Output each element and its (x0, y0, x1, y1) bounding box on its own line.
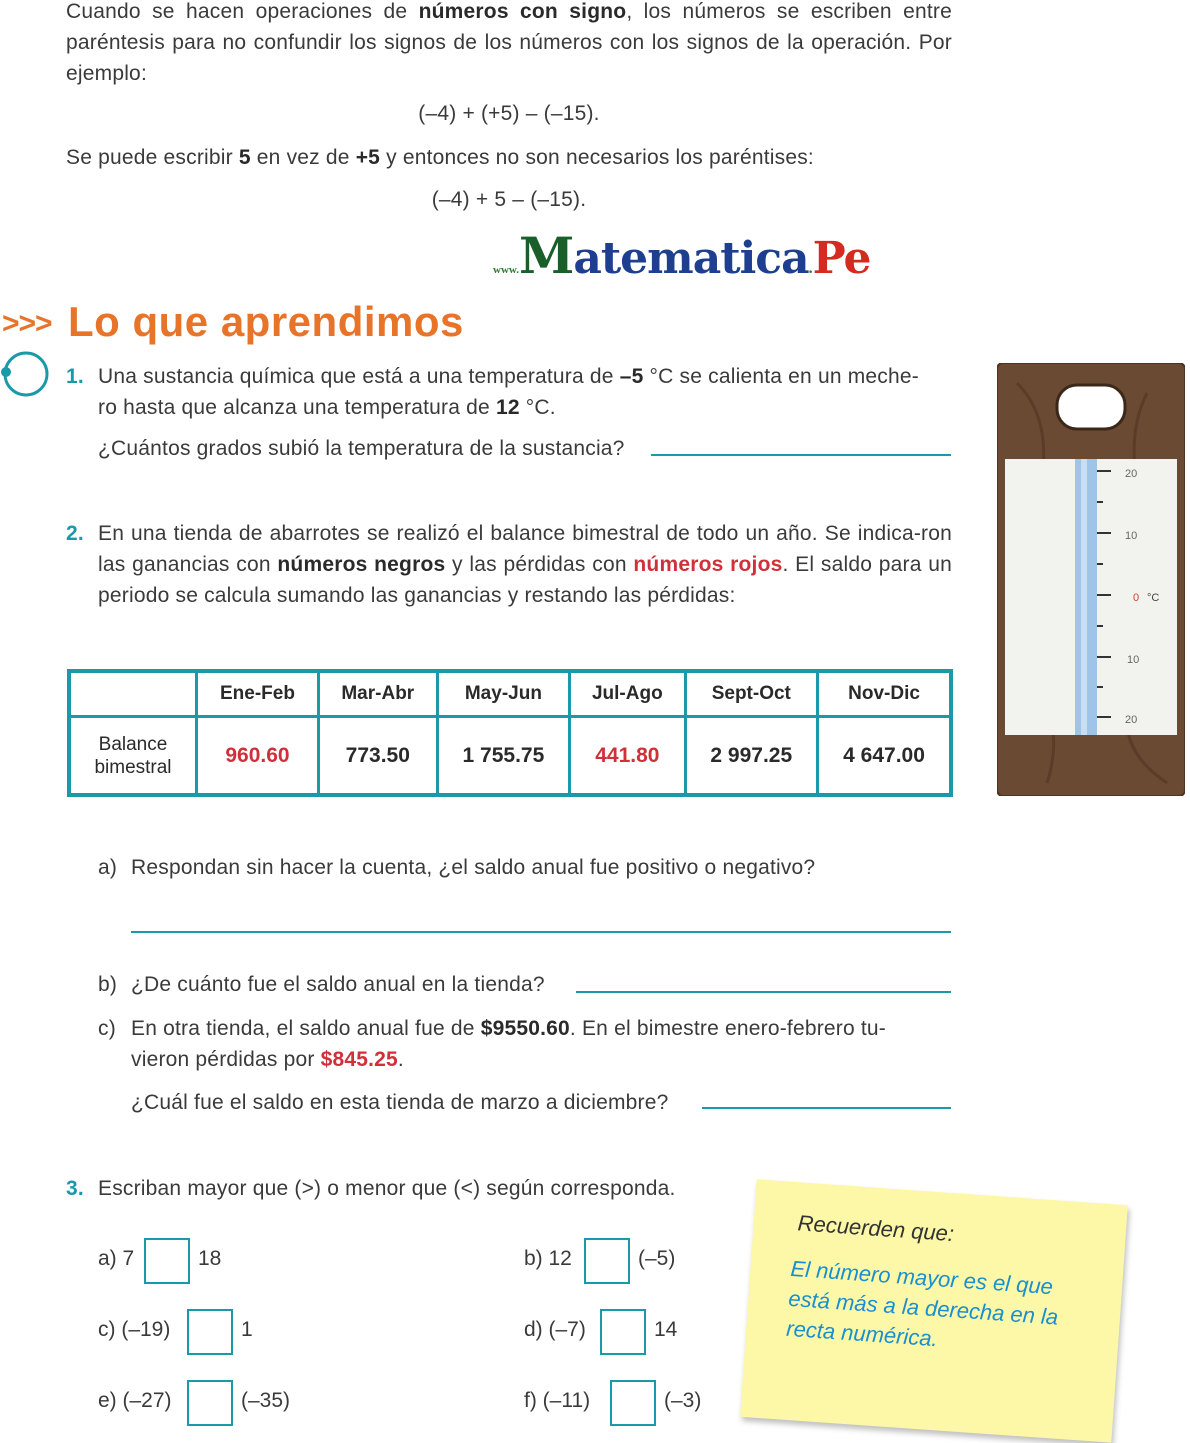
cmp-b-right: (–5) (638, 1247, 676, 1270)
intro-text: en vez de (250, 146, 356, 169)
answer-line-q1[interactable] (651, 454, 951, 456)
q2c-loss-amount: $845.25 (320, 1048, 398, 1071)
q1-text: Una sustancia química que está a una temperatura de (98, 365, 620, 388)
thermo-unit: °C (1147, 592, 1160, 604)
thermo-label-4: 10 (1127, 654, 1140, 666)
intro-bold-term: números con signo (418, 0, 627, 23)
intro-text: y entonces no son necesarios los paréntises: (380, 146, 814, 169)
cmp-e-right: (–35) (241, 1389, 291, 1412)
note-body: El número mayor es el que está más a la derecha en la recta numérica. (785, 1255, 1060, 1352)
thermo-label-5: 20 (1125, 714, 1138, 726)
cmp-c-label: c) (–19) (98, 1318, 171, 1341)
q2-text: y las pérdidas con (445, 553, 634, 576)
q2-black-numbers: números negros (277, 553, 446, 576)
question-1-number: 1. (66, 365, 84, 388)
q2-red-numbers: números rojos (633, 553, 783, 576)
q1-text: °C se calienta en un meche- (643, 365, 919, 388)
section-chevrons: >>> (2, 307, 52, 340)
q2a-label: a) (98, 856, 118, 879)
balance-table (67, 669, 953, 797)
answer-line-q2b[interactable] (576, 991, 951, 993)
q2c-label: c) (98, 1017, 116, 1040)
thermo-label-2: 10 (1125, 530, 1138, 542)
thermo-label-1: 20 (1125, 468, 1138, 480)
intro-text: , los números se escriben entre paréntesis para no confundir los signos de los números con los signos de la operación. Por ejemplo: (66, 0, 952, 85)
table-header: Sept-Oct (685, 671, 818, 717)
q2-text: En una tienda de abarrotes se realizó el balance bimestral de todo un año. Se indica-ron las ganancias con (98, 522, 952, 576)
circle-marker-icon (0, 350, 54, 398)
q2c-question: ¿Cuál fue el saldo en esta tienda de marzo a diciembre? (131, 1091, 669, 1114)
q2c-text-part: . En el bimestre enero-febrero tu- (569, 1017, 886, 1040)
bold-number: +5 (355, 146, 381, 169)
cmp-a-right: 18 (198, 1247, 222, 1270)
q2c-text-part: . (397, 1048, 404, 1071)
answer-line-q2a[interactable] (131, 931, 951, 933)
logo-pe: Pe (812, 233, 871, 284)
cmp-f-right: (–3) (664, 1389, 702, 1412)
bold-number: 5 (238, 146, 251, 169)
reminder-sticky-note (740, 1179, 1128, 1442)
logo-www: www. (493, 264, 519, 276)
cmp-b-label: b) 12 (524, 1247, 572, 1270)
cmp-d-box[interactable] (600, 1309, 646, 1355)
table-header: May-Jun (437, 671, 570, 717)
table-cell: 773.50 (318, 717, 437, 796)
table-header: Jul-Ago (570, 671, 685, 717)
q1-temp-end: 12 (495, 396, 520, 419)
cmp-a-box[interactable] (144, 1238, 190, 1284)
question-2-text (98, 518, 952, 611)
q1-temp-start: –5 (619, 365, 644, 388)
question-3-text: Escriban mayor que (>) o menor que (<) según corresponda. (98, 1177, 676, 1200)
equation-2: (–4) + 5 – (–15). (431, 188, 587, 211)
q2-text: . El saldo para un periodo se calcula sumando las ganancias y restando las pérdidas: (98, 553, 952, 607)
table-cell: 960.60 (197, 717, 319, 796)
q2a-text: Respondan sin hacer la cuenta, ¿el saldo anual fue positivo o negativo? (131, 856, 816, 879)
section-title: Lo que aprendimos (68, 298, 464, 345)
q2c-text-part: vieron pérdidas por (131, 1048, 321, 1071)
question-2-number: 2. (66, 522, 84, 545)
q2b-label: b) (98, 973, 118, 996)
cmp-a-label: a) 7 (98, 1247, 135, 1270)
intro-text: Se puede escribir (66, 146, 239, 169)
q2c-annual-amount: $9550.60 (480, 1017, 570, 1040)
table-header-row (69, 671, 951, 717)
cmp-d-right: 14 (654, 1318, 678, 1341)
question-3-number: 3. (66, 1177, 84, 1200)
q2c-text-part: En otra tienda, el saldo anual fue de (131, 1017, 481, 1040)
row-label (69, 717, 197, 796)
cmp-e-label: e) (–27) (98, 1389, 172, 1412)
cmp-e-box[interactable] (187, 1380, 233, 1426)
matematica-logo (493, 226, 893, 290)
table-cell: 2 997.25 (685, 717, 818, 796)
table-cell: 1 755.75 (437, 717, 570, 796)
equation-1: (–4) + (+5) – (–15). (418, 102, 600, 125)
answer-line-q2c[interactable] (702, 1107, 951, 1109)
intro-paragraph-2 (66, 142, 952, 173)
table-header: Mar-Abr (318, 671, 437, 717)
row-label-line-1: Balance (98, 733, 168, 755)
intro-text: Cuando se hacen operaciones de (66, 0, 419, 23)
q2b-text: ¿De cuánto fue el saldo anual en la tienda? (131, 973, 545, 996)
q1-text: °C. (519, 396, 556, 419)
intro-paragraph (66, 0, 952, 89)
q2c-text (131, 1013, 953, 1075)
note-heading: Recuerden que: (796, 1210, 955, 1247)
question-1-prompt: ¿Cuántos grados subió la temperatura de la sustancia? (98, 437, 625, 460)
row-label-line-2: bimestral (94, 756, 172, 778)
cmp-c-right: 1 (241, 1318, 253, 1341)
thermo-label-3: 0 (1133, 592, 1140, 604)
cmp-c-box[interactable] (187, 1309, 233, 1355)
logo-word: atematica (573, 233, 809, 284)
logo-dot: . (808, 260, 813, 277)
table-row (69, 717, 951, 796)
table-cell: 441.80 (570, 717, 685, 796)
table-header: Ene-Feb (197, 671, 319, 717)
table-cell: 4 647.00 (818, 717, 951, 796)
table-header: Nov-Dic (818, 671, 951, 717)
q1-text: ro hasta que alcanza una temperatura de (98, 396, 496, 419)
question-1-text (98, 361, 958, 423)
thermometer-illustration (997, 363, 1185, 796)
cmp-f-label: f) (–11) (524, 1389, 591, 1412)
logo-m: M (518, 226, 574, 285)
cmp-d-label: d) (–7) (524, 1318, 586, 1341)
cmp-b-box[interactable] (584, 1238, 630, 1284)
table-corner-cell (69, 671, 197, 717)
cmp-f-box[interactable] (610, 1380, 656, 1426)
